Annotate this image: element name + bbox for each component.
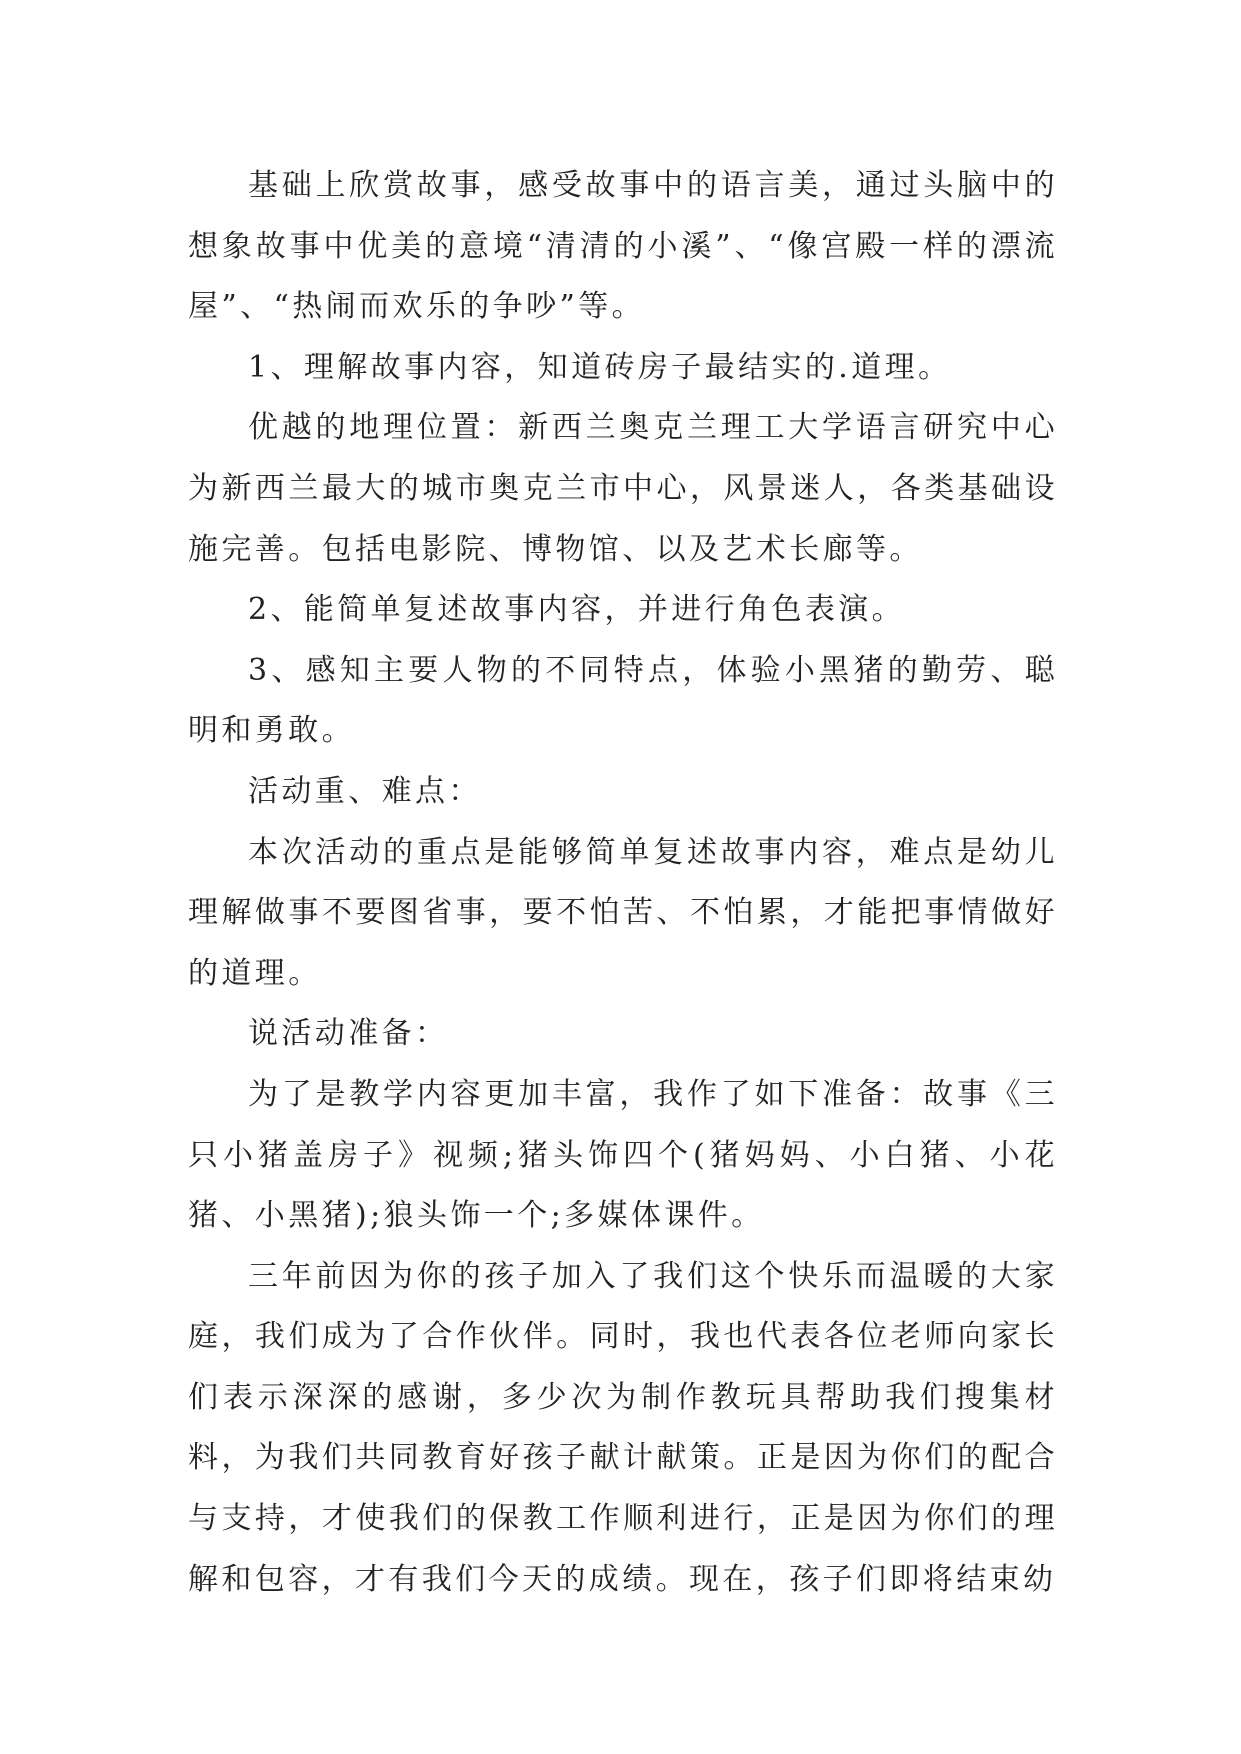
paragraph-goal-1: 1、理解故事内容，知道砖房子最结实的.道理。: [248, 349, 952, 385]
document-body: [188, 156, 1058, 1610]
paragraph-goal-2: 2、能简单复述故事内容，并进行角色表演。: [248, 592, 906, 628]
paragraph-key-points: 本次活动的重点是能够简单复述故事内容，难点是幼儿理解做事不要图省事，要不怕苦、不怕累，才能把事情做好的道理。: [188, 834, 1058, 991]
paragraph-preparation: 为了是教学内容更加丰富，我作了如下准备：故事《三只小猪盖房子》视频;猪头饰四个(猪妈妈、小白猪、小花猪、小黑猪);狼头饰一个;多媒体课件。: [188, 1076, 1058, 1234]
paragraph-parent-thanks: 三年前因为你的孩子加入了我们这个快乐而温暖的大家庭，我们成为了合作伙伴。同时，我也代表各位老师向家长们表示深深的感谢，多少次为制作教玩具帮助我们搜集材料，为我们共同教育好孩子献计献策。正是因为你们的配合与支持，才使我们的保教工作顺利进行，正是因为你们的理解和包容，才有我们今天的成绩。现在，孩子们即将结束幼: [188, 1258, 1058, 1597]
paragraph-story-appreciation: 基础上欣赏故事，感受故事中的语言美，通过头脑中的想象故事中优美的意境“清清的小溪”、“像宫殿一样的漂流屋”、“热闹而欢乐的争吵”等。: [188, 168, 1058, 325]
paragraph-location: 优越的地理位置：新西兰奥克兰理工大学语言研究中心为新西兰最大的城市奥克兰市中心，风景迷人，各类基础设施完善。包括电影院、博物馆、以及艺术长廊等。: [188, 410, 1058, 567]
paragraph-goal-3: 3、感知主要人物的不同特点，体验小黑猪的勤劳、聪明和勇敢。: [188, 652, 1058, 749]
heading-key-points: 活动重、难点：: [248, 773, 482, 809]
heading-preparation: 说活动准备：: [248, 1016, 449, 1052]
